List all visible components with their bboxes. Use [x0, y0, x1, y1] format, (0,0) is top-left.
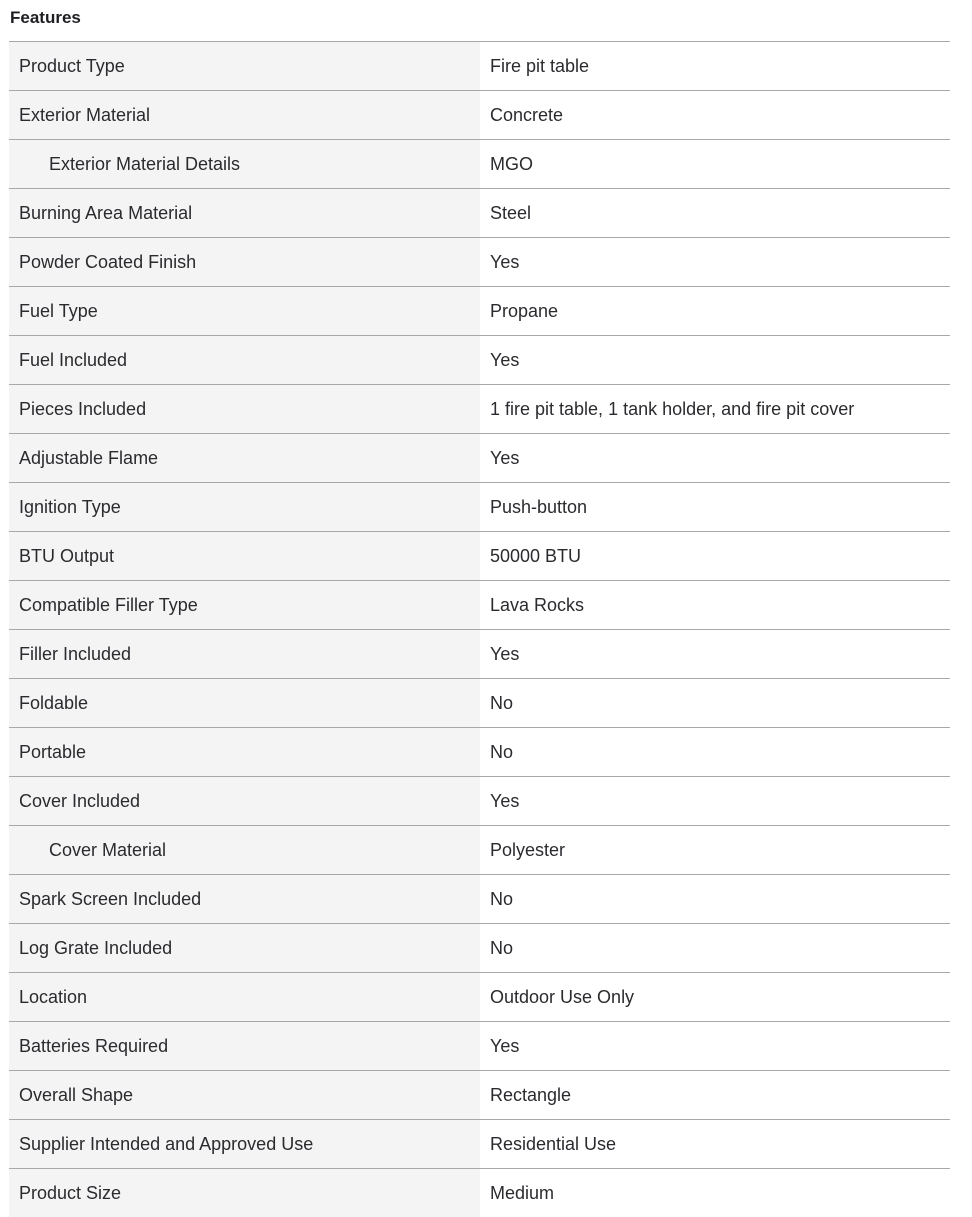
feature-value: No [480, 728, 950, 776]
feature-value: Yes [480, 777, 950, 825]
table-row [9, 189, 950, 238]
features-heading: Features [10, 8, 81, 27]
feature-label: Log Grate Included [9, 924, 480, 972]
table-row [9, 287, 950, 336]
feature-value: Concrete [480, 91, 950, 139]
feature-label: Burning Area Material [9, 189, 480, 237]
feature-label: Powder Coated Finish [9, 238, 480, 286]
feature-label: Exterior Material [9, 91, 480, 139]
feature-label: Compatible Filler Type [9, 581, 480, 629]
table-row [9, 826, 950, 875]
table-row [9, 1022, 950, 1071]
table-row [9, 924, 950, 973]
feature-label: Portable [9, 728, 480, 776]
feature-label: Foldable [9, 679, 480, 727]
feature-label: Product Type [9, 42, 480, 90]
feature-label: Ignition Type [9, 483, 480, 531]
feature-label: Fuel Type [9, 287, 480, 335]
feature-value: Steel [480, 189, 950, 237]
features-table [9, 41, 950, 1217]
table-row [9, 1071, 950, 1120]
table-row [9, 42, 950, 91]
feature-label: Cover Material [9, 826, 480, 874]
table-row [9, 875, 950, 924]
feature-label: Exterior Material Details [9, 140, 480, 188]
table-row [9, 630, 950, 679]
feature-value: MGO [480, 140, 950, 188]
feature-value: Push-button [480, 483, 950, 531]
feature-value: Rectangle [480, 1071, 950, 1119]
feature-value: No [480, 679, 950, 727]
table-row [9, 532, 950, 581]
feature-value: Yes [480, 1022, 950, 1070]
table-row [9, 91, 950, 140]
feature-label: BTU Output [9, 532, 480, 580]
table-row [9, 777, 950, 826]
table-row [9, 728, 950, 777]
feature-value: No [480, 924, 950, 972]
table-row [9, 238, 950, 287]
feature-label: Adjustable Flame [9, 434, 480, 482]
feature-label: Fuel Included [9, 336, 480, 384]
table-row [9, 336, 950, 385]
feature-value: Lava Rocks [480, 581, 950, 629]
feature-label: Location [9, 973, 480, 1021]
feature-label: Pieces Included [9, 385, 480, 433]
table-row [9, 483, 950, 532]
table-row [9, 1120, 950, 1169]
feature-label: Spark Screen Included [9, 875, 480, 923]
table-row [9, 679, 950, 728]
feature-value: Polyester [480, 826, 950, 874]
feature-value: Medium [480, 1169, 950, 1217]
table-row [9, 973, 950, 1022]
feature-label: Batteries Required [9, 1022, 480, 1070]
table-row [9, 581, 950, 630]
feature-value: Outdoor Use Only [480, 973, 950, 1021]
feature-value: 1 fire pit table, 1 tank holder, and fire pit cover [480, 385, 950, 433]
feature-value: Propane [480, 287, 950, 335]
table-row [9, 385, 950, 434]
feature-value: Yes [480, 630, 950, 678]
table-row [9, 140, 950, 189]
table-row [9, 434, 950, 483]
feature-value: Yes [480, 238, 950, 286]
feature-value: Yes [480, 434, 950, 482]
feature-value: Residential Use [480, 1120, 950, 1168]
feature-label: Cover Included [9, 777, 480, 825]
feature-value: No [480, 875, 950, 923]
feature-label: Product Size [9, 1169, 480, 1217]
feature-label: Overall Shape [9, 1071, 480, 1119]
feature-value: 50000 BTU [480, 532, 950, 580]
feature-value: Yes [480, 336, 950, 384]
feature-label: Supplier Intended and Approved Use [9, 1120, 480, 1168]
feature-label: Filler Included [9, 630, 480, 678]
table-row [9, 1169, 950, 1217]
feature-value: Fire pit table [480, 42, 950, 90]
